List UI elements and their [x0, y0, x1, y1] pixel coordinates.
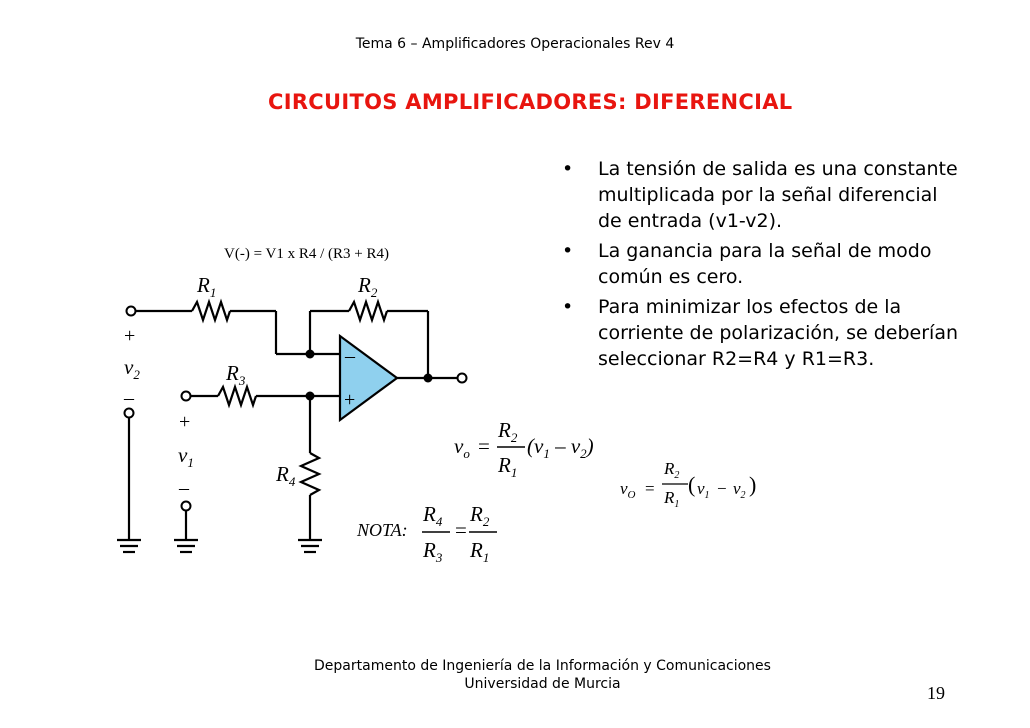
- v2-plus-sign: +: [124, 325, 136, 347]
- bullet-marker: •: [562, 158, 574, 180]
- opamp-plus-sign: +: [344, 389, 356, 411]
- opamp-minus-sign: –: [345, 345, 355, 367]
- page-header: Tema 6 – Amplificadores Operacionales Rev 4: [355, 36, 675, 52]
- label-r3: R: [226, 361, 239, 385]
- svg-text:R3: $R_3$: [226, 361, 246, 388]
- svg-text:=: =: [455, 518, 467, 542]
- polarity-signs: [123, 325, 356, 499]
- svg-text:R2: $R_2$: [358, 273, 378, 300]
- svg-text:R1: $R_1$: [498, 453, 518, 480]
- label-v2: v: [124, 355, 134, 379]
- resistor-r1: [192, 302, 230, 320]
- resistor-r2: [349, 302, 387, 320]
- svg-text:R2: $R_2$: [664, 459, 680, 481]
- svg-text:v2: $v_2$: [733, 479, 746, 501]
- page-footer: [0, 657, 1030, 693]
- svg-text:R1: $R_1$: [197, 273, 217, 300]
- svg-text:−: −: [717, 479, 727, 498]
- terminal-v2-bottom: [125, 409, 134, 418]
- bullet-marker: •: [562, 296, 574, 318]
- page-title: CIRCUITOS AMPLIFICADORES: DIFERENCIAL: [268, 90, 793, 114]
- svg-text:R3: $R_3$: [423, 538, 443, 565]
- vo-formula: [454, 418, 594, 480]
- nota-label: NOTA:: [357, 520, 408, 540]
- label-r1: R: [197, 273, 210, 297]
- resistor-r3: [218, 387, 256, 405]
- bullet-text: Para minimizar los efectos de la corriente de polarización, se deberían seleccionar R2=R4 y R1=R3.: [598, 296, 959, 370]
- terminals: [125, 307, 467, 511]
- terminal-v1-bottom: [182, 502, 191, 511]
- svg-text:R4: $R_4$: [276, 462, 296, 489]
- label-r2: R: [358, 273, 371, 297]
- v1-plus-sign: +: [179, 411, 191, 433]
- footer-university: Universidad de Murcia: [464, 676, 621, 692]
- svg-text:(v1 – v2): $(v_1 - v_2)$: [527, 434, 594, 461]
- vo-formula-small: [620, 459, 756, 510]
- svg-text:R1: $R_1$: [664, 488, 680, 510]
- terminal-v2-top: [127, 307, 136, 316]
- svg-text:R2: $R_2$: [498, 418, 518, 445]
- nota-formula: [356, 502, 497, 565]
- svg-text:=: =: [645, 479, 655, 498]
- bullet-text: La tensión de salida es una constante multiplicada por la señal diferencial de entrada (v1-v2).: [598, 158, 958, 232]
- page-number: 19: [927, 683, 945, 703]
- resistor-r4: [301, 453, 319, 495]
- svg-text:vo: $v_o$: [454, 434, 470, 461]
- svg-text:=: =: [478, 434, 490, 458]
- bullet-text: La ganancia para la señal de modo común es cero.: [598, 240, 932, 288]
- footer-department: Departamento de Ingeniería de la Información y Comunicaciones: [314, 658, 771, 674]
- label-r4: R: [276, 462, 289, 486]
- label-v1: v: [178, 443, 188, 467]
- bullet-marker: •: [562, 240, 574, 262]
- ground-symbols: [117, 540, 322, 552]
- svg-text:v1: $v_1$: [178, 443, 194, 470]
- terminal-v1-top: [182, 392, 191, 401]
- svg-text:R2: $R_2$: [470, 502, 490, 529]
- svg-text:R4: $R_4$: [423, 502, 443, 529]
- svg-text:vO: $v_O$: [620, 479, 636, 501]
- svg-text:v2: $v_2$: [124, 355, 140, 382]
- svg-text:(: (: [688, 472, 696, 497]
- svg-text:v1: $v_1$: [697, 479, 710, 501]
- svg-text:R1: $R_1$: [470, 538, 490, 565]
- terminal-output: [458, 374, 467, 383]
- v1-minus-sign: –: [179, 477, 189, 499]
- vminus-annotation: V(-) = V1 x R4 / (R3 + R4): [224, 246, 389, 262]
- svg-text:): ): [749, 472, 757, 497]
- v2-minus-sign: –: [124, 387, 134, 409]
